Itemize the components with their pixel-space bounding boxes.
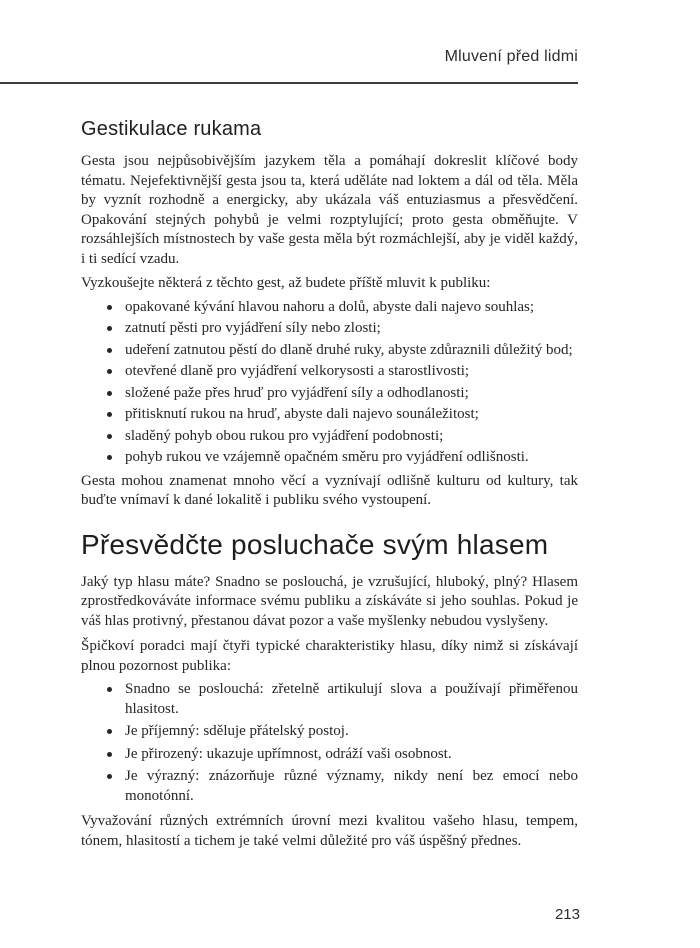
list-item-text: složené paže přes hruď pro vyjádření síly a odhodlanosti; [125, 384, 469, 401]
list-item-text: přitisknutí rukou na hruď, abyste dali najevo sounáležitost; [125, 406, 479, 422]
bullet-icon [107, 434, 112, 439]
list-item-text: Je výrazný: znázorňuje různé významy, nikdy není bez emocí nebo monotónní. [125, 768, 578, 804]
page-number: 213 [554, 906, 580, 923]
list-item [81, 341, 578, 361]
bullet-icon [107, 369, 112, 374]
bullet-icon [107, 455, 112, 460]
list-item [81, 680, 578, 719]
bullet-icon [107, 412, 112, 417]
running-header: Mluvení před lidmi [444, 48, 578, 65]
list-item [81, 448, 578, 468]
bullet-icon [107, 305, 112, 310]
section-heading-gestures: Gestikulace rukama [81, 118, 262, 140]
header-rule [0, 82, 578, 84]
list-item [81, 384, 578, 404]
paragraph-gestures-intro: Gesta jsou nejpůsobivějším jazykem těla a pomáhají dokreslit klíčové body tématu. Nejefektivnější gesta jsou ta, která uděláte nad loktem a dál od těla. Měla by vyznít rozhodně a energicky, aby ukázala váš entuziasmus a přesvědčení. Opakování stejných pohybů je velmi rozptylující; proto gesta obměňujte. V rozsáhlejších místnostech by vaše gesta měla být rozmáchlejší, aby je viděl každý, i ti sedící vzadu. [81, 153, 578, 267]
voice-list [81, 680, 578, 806]
paragraph-voice-intro: Jaký typ hlasu máte? Snadno se poslouchá, je vzrušující, hluboký, plný? Hlasem zprostředkováváte informace svému publiku a získáváte si jeho souhlas. Pokud je váš hlas protivný, přestanou dávat pozor a vaše myšlenky nebudou vyslyšeny. [81, 573, 578, 629]
bullet-icon [107, 326, 112, 331]
bullet-icon [107, 391, 112, 396]
list-item [81, 362, 578, 382]
list-item [81, 298, 578, 318]
bullet-icon [107, 348, 112, 353]
gesture-list [81, 298, 578, 468]
bullet-icon [107, 752, 112, 757]
list-item [81, 427, 578, 447]
gesture-list-intro: Vyzkoušejte některá z těchto gest, až budete příště mluvit k publiku: [81, 275, 491, 291]
list-item-text: Snadno se poslouchá: zřetelně artikulují slova a používají přiměřenou hlasitost. [125, 681, 578, 717]
page-content [81, 119, 578, 851]
list-item-text: sladěný pohyb obou rukou pro vyjádření podobnosti; [125, 427, 444, 444]
list-item [81, 722, 578, 742]
list-item [81, 767, 578, 806]
list-item-text: udeření zatnutou pěstí do dlaně druhé ruky, abyste zdůraznili důležitý bod; [125, 341, 573, 358]
paragraph-voice-closing: Vyvažování různých extrémních úrovní mezi kvalitou vašeho hlasu, tempem, tónem, hlasitostí a tichem je také velmi důležité pro váš úspěšný přednes. [81, 813, 578, 849]
bullet-icon [107, 687, 112, 692]
list-item-text: zatnutí pěsti pro vyjádření síly nebo zlosti; [125, 320, 381, 336]
list-item [81, 745, 578, 765]
list-item-text: pohyb rukou ve vzájemně opačném směru pro vyjádření odlišnosti. [125, 449, 529, 465]
list-item-text: opakované kývání hlavou nahoru a dolů, abyste dali najevo souhlas; [125, 298, 535, 315]
bullet-icon [107, 774, 112, 779]
list-item-text: Je příjemný: sděluje přátelský postoj. [125, 723, 349, 739]
chapter-heading-voice: Přesvědčte posluchače svým hlasem [81, 528, 549, 560]
voice-list-intro: Špičkoví poradci mají čtyři typické charakteristiky hlasu, díky nimž si získávají plnou pozornost publika: [81, 638, 578, 674]
paragraph-gestures-closing: Gesta mohou znamenat mnoho věcí a vyznívají odlišně kulturu od kultury, tak buďte vnímaví k dané lokalitě i publiku svého vystoupení. [81, 472, 578, 508]
bullet-icon [107, 729, 112, 734]
list-item [81, 319, 578, 339]
list-item-text: otevřené dlaně pro vyjádření velkorysosti a starostlivosti; [125, 363, 470, 379]
list-item [81, 405, 578, 425]
list-item-text: Je přirozený: ukazuje upřímnost, odráží vaši osobnost. [125, 745, 452, 762]
